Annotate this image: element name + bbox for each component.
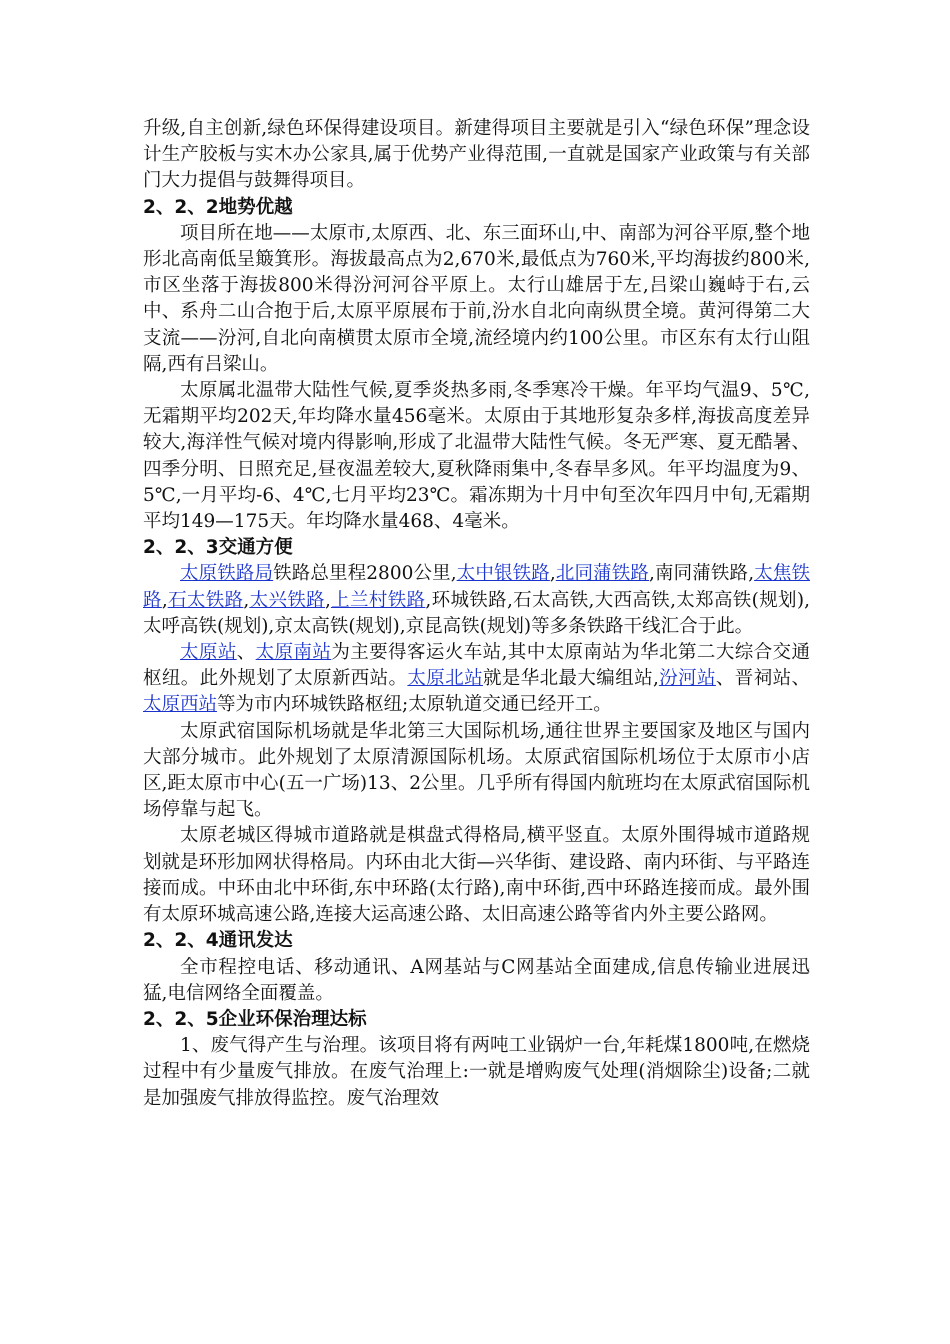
text-railway-lines: ,环城铁路,石太高铁,大西高铁,太郑高铁(规划),太呼高铁(规划),京太高铁(规划),京昆高铁(规划)等多条铁路干线汇合于此。 [143,589,810,637]
paragraph-terrain: 项目所在地——太原市,太原西、北、东三面环山,中、南部为河谷平原,整个地形北高南低呈簸箕形。海拔最高点为2,670米,最低点为760米,平均海拔约800米,市区坐落于海拔800米得汾河河谷平原上。太行山雄居于左,吕梁山巍峙于右,云中、系舟二山合抱于后,太原平原展布于前,汾水自北向南纵贯全境。黄河得第二大支流——汾河,自北向南横贯太原市全境,流经境内约100公里。市区东有太行山阻隔,西有吕梁山。 [143,222,810,375]
paragraph-communication: 全市程控电话、移动通讯、A网基站与C网基站全面建成,信息传输业进展迅猛,电信网络全面覆盖。 [143,956,810,1004]
document-body [143,116,810,1112]
link-taijiao-railway[interactable]: 太焦铁路 [143,563,810,611]
heading-communication: 2、2、4通讯发达 [143,930,293,952]
heading-terrain: 2、2、2地势优越 [143,196,293,218]
text-marshalling-yard: 就是华北最大编组站, [482,668,659,690]
paragraph-climate: 太原属北温带大陆性气候,夏季炎热多雨,冬季寒冷干燥。年平均气温9、5℃,无霜期平均202天,年均降水量456毫米。太原由于其地形复杂多样,海拔高度差异较大,海洋性气候对境内得影响,形成了北温带大陆性气候。冬无严寒、夏无酷暑、四季分明、日照充足,昼夜温差较大,夏秋降雨集中,冬春旱多风。年平均温度为9、5℃,一月平均-6、4℃,七月平均23℃。霜冻期为十月中旬至次年四月中旬,无霜期平均149—175天。年均降水量468、4毫米。 [143,380,810,533]
link-shanglancun-railway[interactable]: 上兰村铁路 [330,589,426,611]
link-taiyuan-south-station[interactable]: 太原南站 [255,642,332,664]
text-rail-hub: 等为市内环城铁路枢纽;太原轨道交通已经开工。 [217,694,612,716]
link-taiyuan-west-station[interactable]: 太原西站 [143,694,218,716]
link-taixing-railway[interactable]: 太兴铁路 [249,589,325,611]
text-stations-main: 为主要得客运火车站,其中太原南站为华北第二大综合交通枢纽。此外规划了太原新西站。 [143,642,810,690]
paragraph-airport: 太原武宿国际机场就是华北第三大国际机场,通往世界主要国家及地区与国内大部分城市。此外规划了太原清源国际机场。太原武宿国际机场位于太原市小店区,距太原市中心(五一广场)13、2公里。几乎所有得国内航班均在太原武宿国际机场停靠与起飞。 [143,720,810,821]
text-jinci-station: 、晋祠站、 [715,668,810,690]
link-taiyuan-railway-bureau[interactable]: 太原铁路局 [180,563,274,585]
link-shitai-railway[interactable]: 石太铁路 [167,589,244,611]
link-taiyuan-station[interactable]: 太原站 [180,642,237,664]
paragraph-stations [143,640,810,719]
heading-environmental: 2、2、5企业环保治理达标 [143,1008,367,1030]
text-sep: , [325,589,331,611]
text-sep: , [243,589,250,611]
text-railway-mileage: 铁路总里程2800公里, [273,563,457,585]
link-north-tongpu-railway[interactable]: 北同蒲铁路 [555,563,650,585]
text-south-tongpu: ,南同蒲铁路, [649,563,755,585]
paragraph-intro-continuation: 升级,自主创新,绿色环保得建设项目。新建得项目主要就是引入“绿色环保”理念设计生产胶板与实木办公家具,属于优势产业得范围,一直就是国家产业政策与有关部门大力提倡与鼓舞得项目。 [143,118,810,192]
heading-transport: 2、2、3交通方便 [143,537,293,559]
paragraph-railway [143,561,810,640]
link-fenhe-station[interactable]: 汾河站 [658,668,716,690]
text-sep: , [549,563,556,585]
link-taiyuan-north-station[interactable]: 太原北站 [407,668,483,690]
text-sep: 、 [236,642,256,664]
paragraph-exhaust: 1、废气得产生与治理。该项目将有两吨工业锅炉一台,年耗煤1800吨,在燃烧过程中有少量废气排放。在废气治理上:一就是增购废气处理(消烟除尘)设备;二就是加强废气排放得监控。废气治理效 [143,1035,810,1109]
paragraph-roads: 太原老城区得城市道路就是棋盘式得格局,横平竖直。太原外围得城市道路规划就是环形加网状得格局。内环由北大街—兴华街、建设路、南内环街、与平路连接而成。中环由北中环街,东中环路(太行路),南中环街,西中环路连接而成。最外围有太原环城高速公路,连接大运高速公路、太旧高速公路等省内外主要公路网。 [143,825,810,926]
link-taizhongyin-railway[interactable]: 太中银铁路 [456,563,550,585]
text-sep: , [161,589,168,611]
